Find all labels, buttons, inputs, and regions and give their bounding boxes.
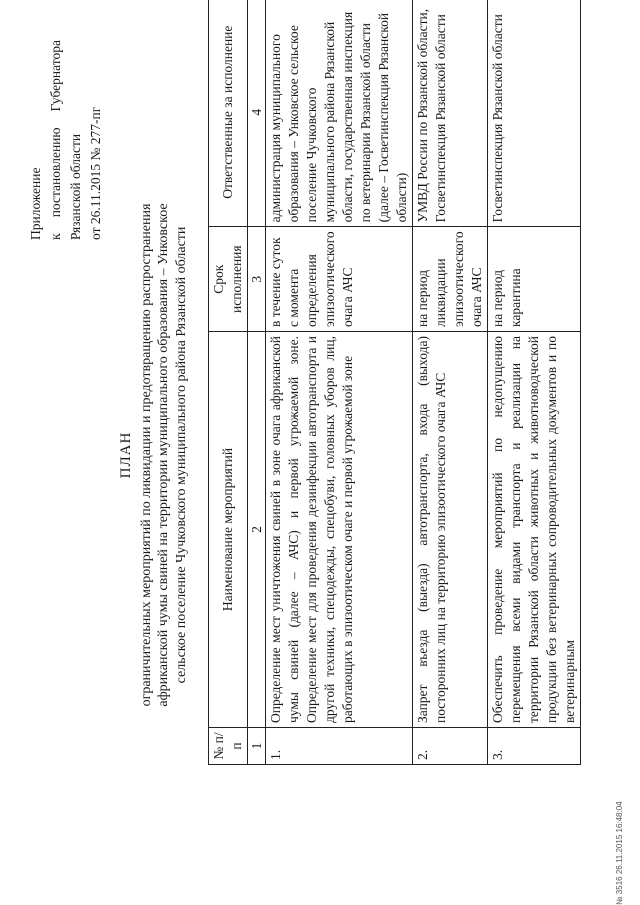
plan-title (118, 135, 190, 775)
column-number: 4 (248, 0, 266, 227)
column-number: 1 (248, 728, 266, 765)
table-row (266, 0, 413, 765)
row-responsible: администрация муниципального образования – Унковское сельское поселение Чучковского муниципального района Рязанской области, государственная инспекция по ветеринарии Рязанской области (далее – Госветинспекция Рязанской области) (266, 0, 413, 227)
measures-table (208, 0, 581, 765)
table-header-row (209, 0, 248, 765)
row-responsible: Госветинспекция Рязанской области (488, 0, 581, 227)
row-number: 1. (266, 728, 413, 765)
appendix-decree-ref: к постановлению Губернатора (48, 40, 63, 240)
plan-subtitle-line-3: сельское поселение Чучковского муниципального района Рязанской области (173, 226, 189, 684)
header-term: Срок исполнения (209, 227, 248, 332)
appendix-date-number: от 26.11.2015 № 277-пг (88, 106, 103, 240)
column-number-row (248, 0, 266, 765)
appendix-label: Приложение (28, 167, 43, 240)
column-number: 2 (248, 332, 266, 728)
appendix-region: Рязанской области (68, 133, 83, 240)
header-responsible: Ответственные за исполнение (209, 0, 248, 227)
row-number: 3. (488, 728, 581, 765)
row-measure: Запрет въезда (выезда) автотранспорта, входа (выхода) посторонних лиц на территорию эпизоотического очага АЧС (413, 332, 488, 728)
scan-footer-stamp: № 3516 26.11.2015 16:48:04 (615, 801, 624, 905)
row-responsible: УМВД России по Рязанской области, Госветинспекция Рязанской области (413, 0, 488, 227)
row-term: на период ликвидации эпизоотического очага АЧС (413, 227, 488, 332)
row-measure: Обеспечить проведение мероприятий по недопущению перемещения всеми видами транспорта и реализации на территории Рязанской области животных и животноводческой продукции без ветеринарных сопроводительных документов и по ветеринарным (488, 332, 581, 728)
row-term: на период карантина (488, 227, 581, 332)
header-measure: Наименование мероприятий (209, 332, 248, 728)
plan-subtitle-line-1: ограничительных мероприятий по ликвидации и предотвращению распространения (138, 203, 154, 707)
row-measure: Определение мест уничтожения свиней в зоне очага африканской чумы свиней (далее – АЧС) и первой угрожаемой зоне. Определение мест для проведения дезинфекции автотранспорта и другой техники, спецодежды, спецобуви, головных уборов лиц, работающих в эпизоотическом очаге и первой угрожаемой зоне (266, 332, 413, 728)
appendix-block (26, 40, 106, 240)
table-row (413, 0, 488, 765)
header-number: № п/п (209, 728, 248, 765)
row-number: 2. (413, 728, 488, 765)
plan-heading: ПЛАН (118, 431, 134, 479)
row-term: в течение суток с момента определения эпизоотического очага АЧС (266, 227, 413, 332)
table-row (488, 0, 581, 765)
column-number: 3 (248, 227, 266, 332)
plan-subtitle-line-2: африканской чумы свиней на территории муниципального образования – Унковское (156, 203, 171, 707)
